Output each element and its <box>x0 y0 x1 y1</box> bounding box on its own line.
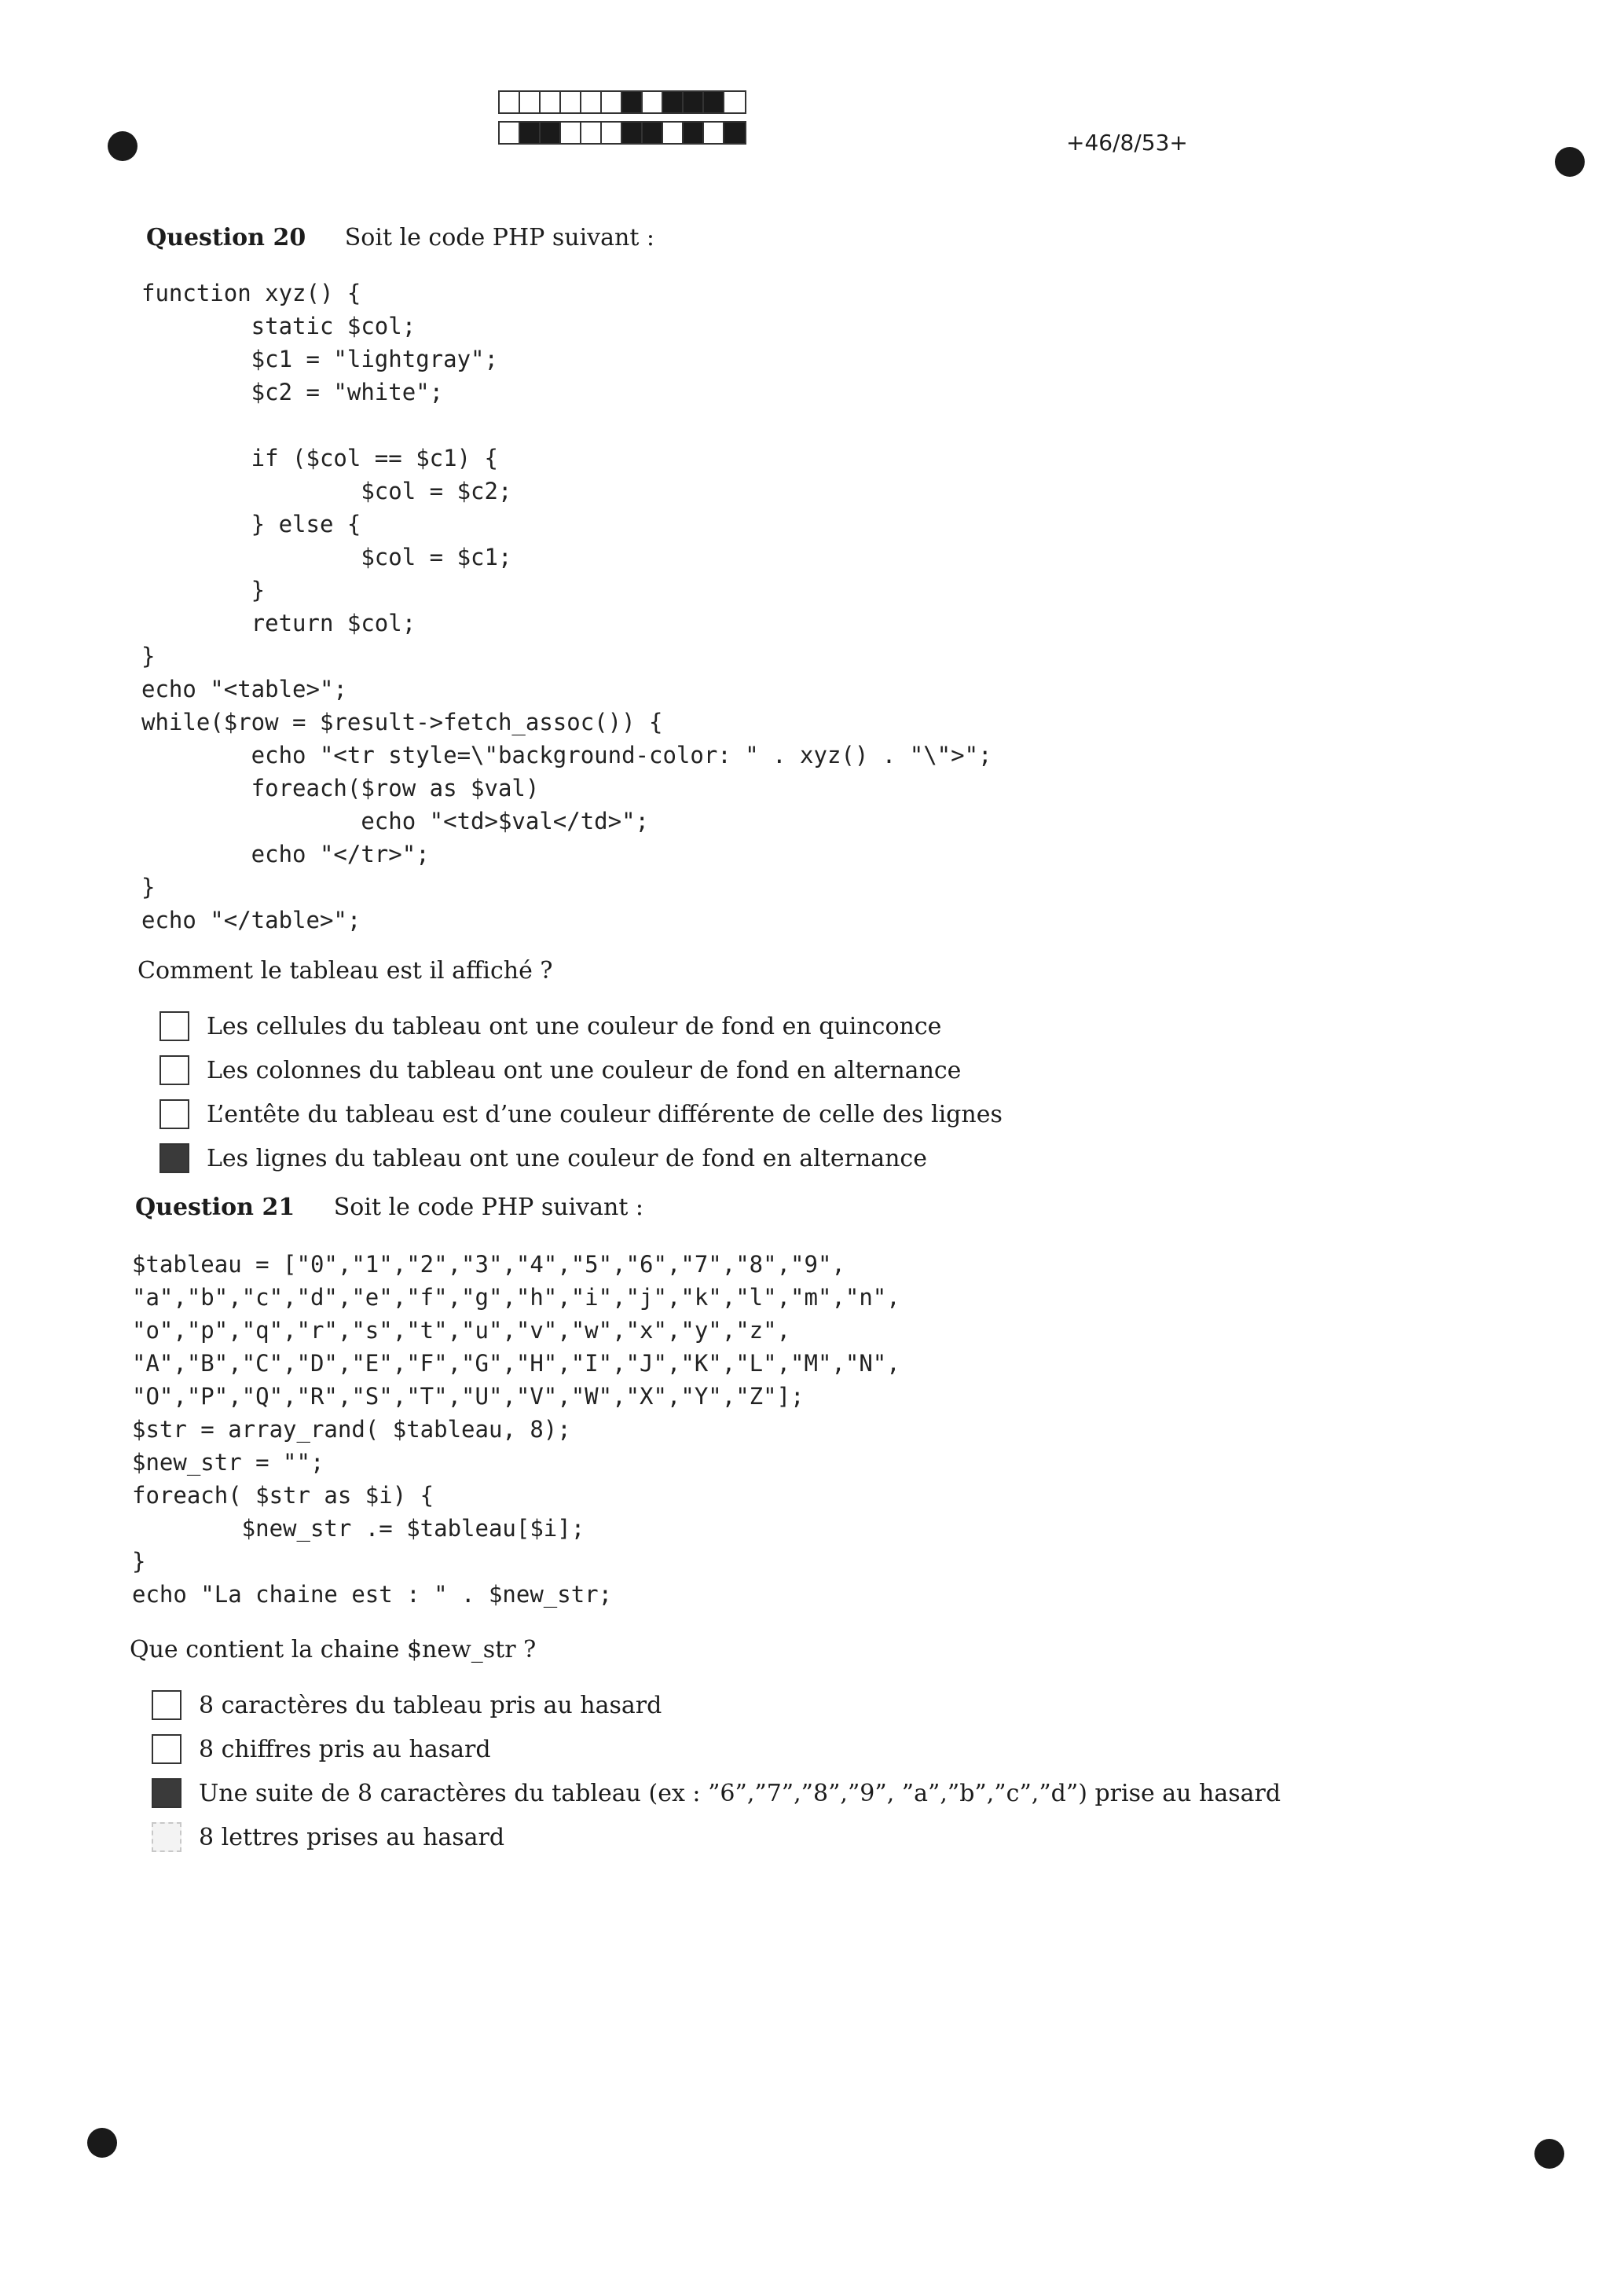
answer-option[interactable] <box>152 1771 1281 1815</box>
corner-registration-mark <box>87 2128 117 2158</box>
answer-text: 8 caractères du tableau pris au hasard <box>199 1691 662 1719</box>
code-block-question-21: $tableau = ["0","1","2","3","4","5","6","7","8","9", "a","b","c","d","e","f","g","h","i","j","k","l","m","n", "o","p","q","r","s","t","u","v","w","x","y","z", "A","B","C","D","E","F","G","H","I","J","K","L","M","N", "O","P","Q","R","S","T","U","V","W","X","Y","Z"]; $str = array_rand( $tableau, 8); $new_str = ""; foreach( $str as $i) { $new_str .= $tableau[$i]; } echo "La chaine est : " . $new_str; <box>132 1251 900 1608</box>
barcode-cell <box>724 92 745 112</box>
answer-checkbox[interactable] <box>159 1055 189 1085</box>
barcode-cell <box>724 123 745 143</box>
barcode-cell <box>684 92 704 112</box>
answer-option[interactable] <box>152 1727 1281 1771</box>
answer-list-question-21 <box>152 1683 1281 1859</box>
barcode-cell <box>663 123 684 143</box>
barcode-cell <box>541 92 561 112</box>
barcode-cell <box>684 123 704 143</box>
question-20-prompt: Comment le tableau est il affiché ? <box>137 957 553 985</box>
barcode-cell <box>500 92 520 112</box>
sheet-id: +46/8/53+ <box>1066 130 1188 156</box>
answer-text: L’entête du tableau est d’une couleur différente de celle des lignes <box>207 1100 1003 1128</box>
barcode-cell <box>561 92 581 112</box>
corner-registration-mark <box>1555 147 1585 177</box>
question-label: Question 21 <box>135 1194 295 1221</box>
barcode-cell <box>643 123 663 143</box>
barcode-cell <box>704 92 724 112</box>
barcode-cell <box>520 92 541 112</box>
barcode-cell <box>602 123 622 143</box>
code-block-question-20: function xyz() { static $col; $c1 = "lightgray"; $c2 = "white"; if ($col == $c1) { $col = $c2; } else { $col = $c1; } return $col; } echo "<table>"; while($row = $result->fetch_assoc()) { echo "<tr style=\"background-color: " . xyz() . "\">"; foreach($row as $val) echo "<td>$val</td>"; echo "</tr>"; } echo "</table>"; <box>141 280 992 933</box>
answer-option[interactable] <box>159 1136 1003 1180</box>
barcode-cell <box>520 123 541 143</box>
question-20-heading <box>146 224 654 251</box>
barcode-cell <box>561 123 581 143</box>
answer-option[interactable] <box>152 1815 1281 1859</box>
corner-registration-mark <box>1534 2139 1564 2169</box>
answer-text: 8 lettres prises au hasard <box>199 1823 505 1851</box>
answer-checkbox[interactable] <box>152 1734 181 1764</box>
answer-option[interactable] <box>159 1004 1003 1048</box>
answer-checkbox[interactable] <box>152 1822 181 1852</box>
answer-option[interactable] <box>159 1092 1003 1136</box>
answer-text: 8 chiffres pris au hasard <box>199 1735 491 1763</box>
barcode-top <box>498 90 746 114</box>
answer-list-question-20 <box>159 1004 1003 1180</box>
barcode-cell <box>643 92 663 112</box>
barcode-bottom <box>498 121 746 145</box>
question-21-prompt: Que contient la chaine $new_str ? <box>130 1636 537 1663</box>
question-21-heading <box>135 1194 643 1221</box>
corner-registration-mark <box>108 131 137 161</box>
answer-text: Une suite de 8 caractères du tableau (ex : ”6”,”7”,”8”,”9”, ”a”,”b”,”c”,”d”) prise au hasard <box>199 1779 1281 1807</box>
barcode-cell <box>581 92 602 112</box>
barcode-cell <box>541 123 561 143</box>
question-intro: Soit le code PHP suivant : <box>333 1194 644 1221</box>
answer-checkbox[interactable] <box>159 1011 189 1041</box>
answer-checkbox[interactable] <box>152 1778 181 1808</box>
answer-option[interactable] <box>152 1683 1281 1727</box>
answer-checkbox[interactable] <box>159 1099 189 1129</box>
barcode-cell <box>500 123 520 143</box>
barcode-cell <box>581 123 602 143</box>
barcode-cell <box>622 92 643 112</box>
question-intro: Soit le code PHP suivant : <box>344 224 655 251</box>
barcode-cell <box>704 123 724 143</box>
answer-text: Les colonnes du tableau ont une couleur de fond en alternance <box>207 1056 962 1084</box>
barcode-cell <box>622 123 643 143</box>
answer-checkbox[interactable] <box>159 1143 189 1173</box>
answer-checkbox[interactable] <box>152 1690 181 1720</box>
answer-text: Les lignes du tableau ont une couleur de fond en alternance <box>207 1144 927 1172</box>
barcode-cell <box>663 92 684 112</box>
answer-text: Les cellules du tableau ont une couleur de fond en quinconce <box>207 1012 942 1040</box>
question-label: Question 20 <box>146 224 306 251</box>
barcode-cell <box>602 92 622 112</box>
answer-option[interactable] <box>159 1048 1003 1092</box>
